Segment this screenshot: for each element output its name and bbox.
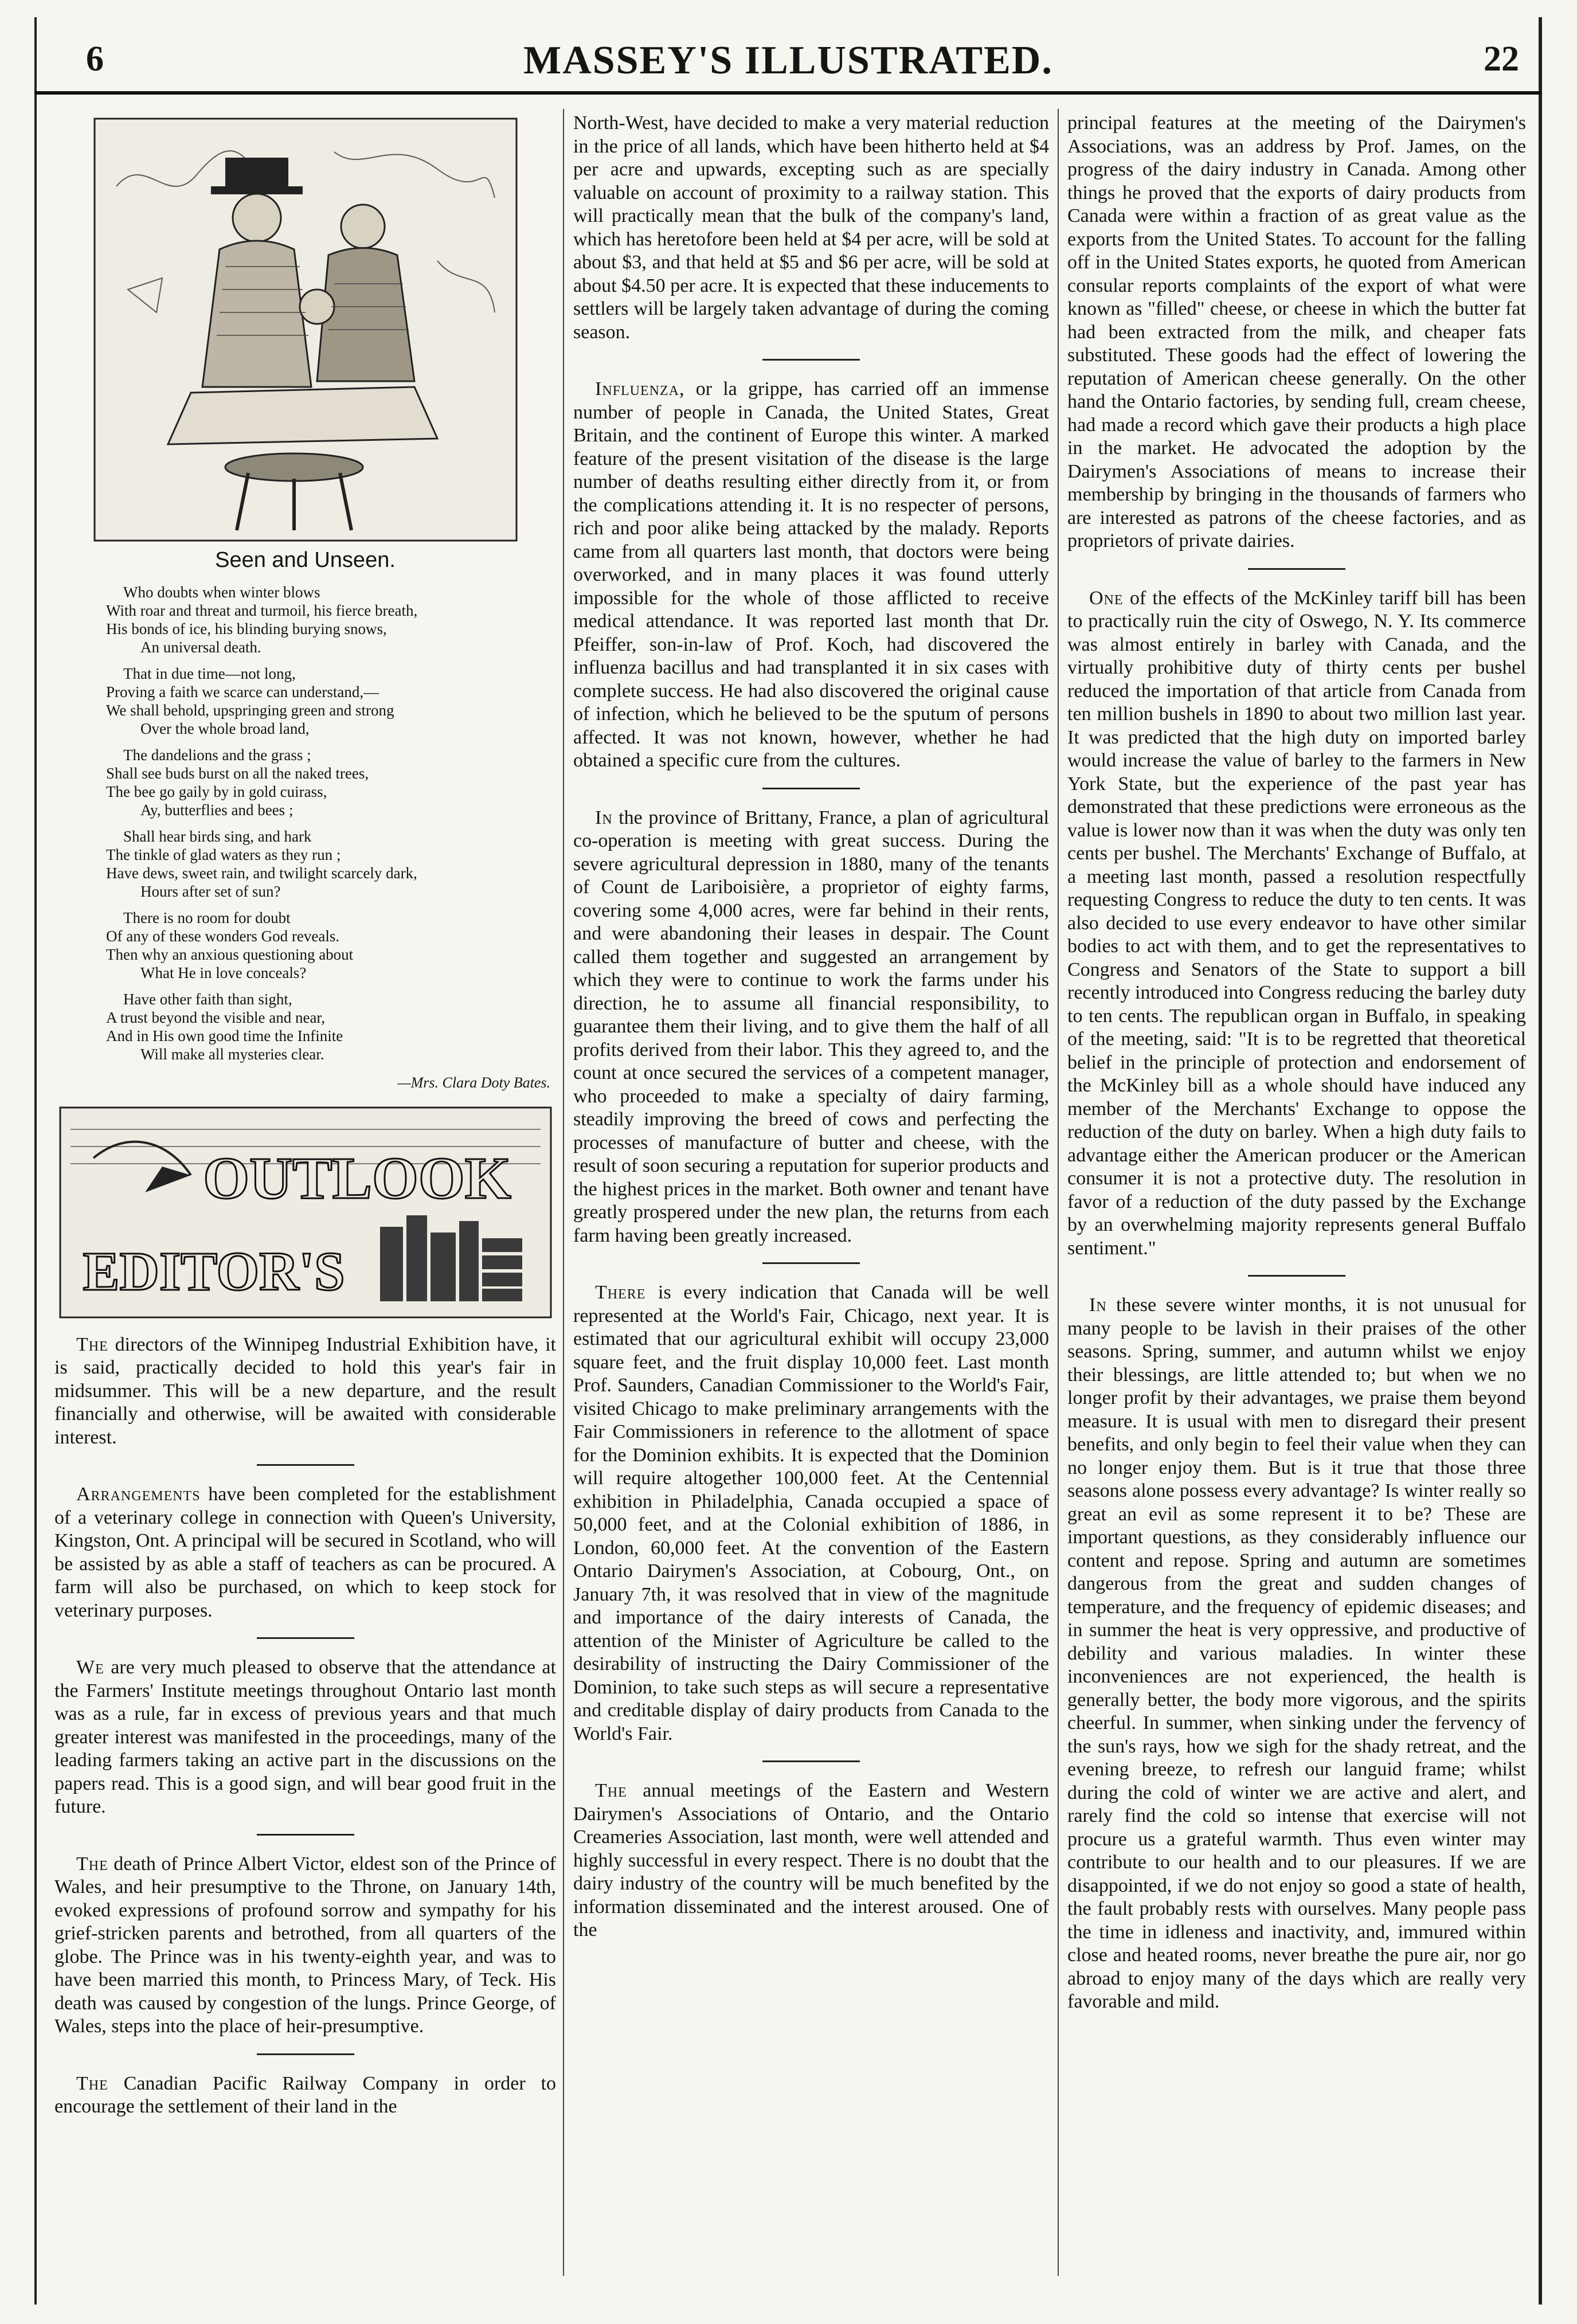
article-paragraph [1067, 1294, 1526, 2014]
poem-line: The dandelions and the grass ; [123, 746, 311, 764]
article-text: are very much pleased to observe that the attendance at the Farmers' Institute meetings throughout Ontario last month was as a rule, far in excess of previous years and that much greater interest was manifested in the proceedings, many of the leading farmers taking an active part in the discussions on the papers read. This is a good sign, and will bear good fruit in the future. [54, 1657, 556, 1817]
article-separator [257, 1464, 354, 1466]
article-text: the province of Brittany, France, a plan of agricultural co-operation is meeting with great success. During the severe agricultural depression in 1880, many of the tenants of Count de Lariboisière, a proprietor of eighty farms, covering some 4,000 acres, were far behind in their rents, and were abandoning their leases in despair. The Count called them together and suggested an arrangement by which they were to continue to work the farms under his direction, he to assume all financial responsibility, to guarantee them their living, and to give them the half of all profits derived from their labor. This they agreed to, and the count at once secured the services of a competent manager, who proceeded to make a specialty of dairy farming, steadily improving the breed of cows and perfecting the processes of manufacture of butter and cheese, with the result of soon securing a reputation for superior products and the highest prices in the market. Both owner and tenant have greatly prospered under the new plan, the returns from each farm having been greatly increased. [573, 807, 1049, 1246]
poem-line: Of any of these wonders God reveals. [106, 928, 340, 945]
article-separator [762, 1760, 860, 1762]
article-paragraph [573, 1281, 1049, 1746]
article-separator [1248, 1275, 1345, 1277]
article-paragraph [54, 1656, 556, 1819]
article-paragraph [573, 1779, 1049, 1942]
poem-line: Ay, butterflies and bees ; [140, 801, 294, 819]
poem-line: The bee go gaily by in gold cuirass, [106, 783, 327, 800]
article-lead-word: The [76, 1333, 108, 1355]
article-text: of the effects of the McKinley tariff bill has been to practically ruin the city of Oswego, N. Y. Its commerce was almost entirely in barley with Canada, and the virtually prohibitive duty of thirty cents per bushel reduced the importation of that article from Canada from ten million bushels in 1890 to about two million last year. It was predicted that the high duty on imported barley would increase the value of barley to the farmers in New York State, but the experience of the past year has demonstrated that these predictions were erroneous as the value is lower now than it was when the duty was only ten cents per bushel. The Merchants' Exchange of Buffalo, at a meeting last month, passed a resolution respectfully requesting Congress to reduce the duty to ten cents. It was also decided to use every endeavor to have other similar bodies to act with them, and to get the representatives to Congress and Senators of the State to support a bill recently introduced into Congress reducing the barley duty to ten cents. The republican organ in Buffalo, in speaking of the meeting, said: "It is to be regretted that theoretical belief in the principle of protection and endorsement of the McKinley bill as a whole should have induced any member of the Merchants' Exchange to oppose the reduction of the duty on barley. When a high duty fails to advantage either the American producer or the American consumer it is not a protective duty. The resolution in favor of a reduction of the duty passed by the Exchange by an overwhelming majority represents general Buffalo sentiment." [1067, 587, 1526, 1259]
poem-credit: —Mrs. Clara Doty Bates. [397, 1074, 550, 1091]
masthead [34, 23, 1542, 95]
poem-line: Who doubts when winter blows [123, 584, 320, 601]
column-2 [573, 112, 1049, 2290]
article-separator [762, 359, 860, 361]
poem-line: A trust beyond the visible and near, [106, 1009, 326, 1026]
poem-line: The tinkle of glad waters as they run ; [106, 846, 341, 863]
poem-line: That in due time—not long, [123, 665, 296, 682]
poem-stanza [54, 583, 556, 656]
article-lead-word: The [595, 1780, 627, 1801]
article-lead-word: The [76, 2072, 108, 2094]
article-text: or la grippe, has carried off an immense number of people in Canada, the United States, Great Britain, and the continent of Europe this winter. A marked feature of the present visitation of the disease is the large number of deaths resulting either directly from it, or from the complications attending it. It is no respecter of persons, rich and poor alike being attacked by the malady. Reports came from all quarters last month, that doctors were being overworked, and in many places it was found utterly impossible for the whole of those afflicted to receive medical attendance. It was reported last month that Dr. Pfeiffer, son-in-law of Prof. Koch, had discovered the influenza bacillus and had transplanted it in six cases with complete success. He had also discovered the original cause of infection, which he believed to be the sputum of persons affected. It was not known, however, whether he had obtained a specific cure from the cultures. [573, 378, 1049, 771]
article-text: death of Prince Albert Victor, eldest son of the Prince of Wales, and heir presumptive to the Throne, on January 14th, evoked expressions of profound sorrow and sympathy for his grief-stricken parents and betrothed, from all quarters of the globe. The Prince was in his twenty-eighth year, and was to have been married this month, to Princess Mary, of Teck. His death was caused by congestion of the lungs. Prince George, of Wales, steps into the place of heir-presumptive. [54, 1853, 556, 2037]
article-text: annual meetings of the Eastern and Western Dairymen's Associations of Ontario, and the Ontario Creameries Association, last month, were well attended and highly successful in every respect. There is no doubt that the dairy industry of the country will be much benefited by the information disseminated and the interest aroused. One of the [573, 1780, 1049, 1940]
article-paragraph [54, 1853, 556, 2039]
poem-line: Then why an anxious questioning about [106, 946, 354, 963]
poem [54, 583, 556, 1063]
poem-line: We shall behold, upspringing green and strong [106, 702, 394, 719]
poem-stanza [54, 909, 556, 982]
article-text: is every indication that Canada will be well represented at the World's Fair, Chicago, next year. It is estimated that our agricultural exhibit will occupy 23,000 square feet, and the fruit display 10,000 feet. Last month Prof. Saunders, Canadian Commissioner to the World's Fair, visited Chicago to make preliminary arrangements with the Fair Commissioners in reference to the allotment of space for the Dominion exhibits. It is expected that the Dominion will require altogether 100,000 feet. At the Centennial exhibition in Philadelphia, Canada occupied a space of 50,000 feet, and at the Colonial exhibition of 1886, in London, 60,000 feet. At the convention of the Eastern Ontario Dairymen's Association, at Cobourg, Ont., on January 7th, it was resolved that in view of the magnitude and importance of the dairy interests of Canada, the attention of the Minister of Agriculture be called to the desirability of instructing the Dairy Commissioner of the Dominion, to take such steps as will secure a representative and creditable display of dairy products from Canada to the World's Fair. [573, 1282, 1049, 1744]
poem-stanza [54, 827, 556, 901]
article-text: principal features at the meeting of the Dairymen's Associations, was an address by Prof. James, on the progress of the dairy industry in Canada. Among other things he proved that the exports of dairy products from Canada were within a fraction of as great value as the exports from the United States. To account for the falling off in the United States exports, he quoted from American consular reports complaints of the export of what were known as "filled" cheese, or cheese in which the butter fat had been extracted from the milk, and cheaper fats substituted. These goods had the effect of lowering the reputation of American cheese generally. On the other hand the Ontario factories, by sending full, cream cheese, had made a record which gave their products a high place in the market. He advocated the adoption by the Dairymen's Associations of means to increase their membership by bringing in the thousands of farmers who are interested as patrons of the cheese factories, and as proprietors of private dairies. [1067, 112, 1526, 551]
poem-line: Will make all mysteries clear. [140, 1046, 324, 1063]
article-paragraph [573, 112, 1049, 344]
article-text: these severe winter months, it is not unusual for many people to be lavish in their praises of the other seasons. Spring, summer, and autumn whilst we enjoy their blessings, are little attended to; but when we no longer profit by their advantages, we praise them beyond measure. It is usual with men to disregard their present benefits, and only begin to feel their value when they can no longer enjoy them. But is it true that those three seasons alone possess every advantage? Is winter really so great an evil as some represent it to be? These are important questions, as they considerably influence our content and repose. Spring and autumn are sometimes dangerous from the great and sudden changes of temperature, and the frequency of epidemic diseases; and in summer the heat is very oppressive, and productive of debility and various maladies. In winter these inconveniences are not experienced, the health is generally better, the body more vigorous, and the spirits cheerful. In summer, when sinking under the fervency of the sun's rays, how we sigh for the shady retreat, and the evening breeze, to refresh our languid frame; whilst during the cold of winter we are active and alert, and rarely find the cold so intense that exercise will not procure us a grateful warmth. Thus even winter may contribute to our health and to our pleasures. If we are disappointed, if we do not enjoy so good a state of health, the fault probably rests with ourselves. Many people pass the time in idleness and inactivity, and, immured within close and heated rooms, never breathe the pure air, nor go abroad to enjoy many of the days which are really very favorable and mild. [1067, 1294, 1526, 2012]
poem-stanza [54, 664, 556, 738]
article-separator [257, 1637, 354, 1639]
editors-outlook-banner [59, 1106, 552, 1319]
banner-title-top: OUTLOOK [202, 1145, 511, 1211]
poem-line: What He in love conceals? [140, 964, 307, 981]
column-rule [563, 109, 564, 2276]
page-number-right: 22 [1484, 40, 1519, 79]
poem-line: With roar and threat and turmoil, his fierce breath, [106, 602, 418, 619]
column-3-articles [1067, 112, 1526, 2014]
article-lead-word: In [595, 807, 613, 828]
article-paragraph [1067, 112, 1526, 553]
article-paragraph [54, 1483, 556, 1622]
article-paragraph [1067, 587, 1526, 1261]
article-lead-word: Influenza, [595, 378, 685, 400]
column-rule [1058, 109, 1059, 2276]
article-separator [762, 788, 860, 789]
poem-line: Shall see buds burst on all the naked trees, [106, 765, 369, 782]
article-lead-word: Arrangements [76, 1484, 201, 1505]
article-separator [257, 1834, 354, 1836]
column-2-articles [573, 112, 1049, 1942]
column-3 [1067, 112, 1526, 2290]
poem-line: Shall hear birds sing, and hark [123, 828, 312, 845]
page-number-left: 6 [86, 40, 104, 79]
poem-line: His bonds of ice, his blinding burying snows, [106, 620, 387, 637]
illustration-caption: Seen and Unseen. [215, 548, 396, 572]
poem-line: Over the whole broad land, [140, 720, 310, 737]
article-paragraph [573, 378, 1049, 773]
engraving-illustration [93, 118, 518, 542]
article-text: Canadian Pacific Railway Company in order to encourage the settlement of their land in the [54, 2072, 556, 2117]
article-separator [257, 2053, 354, 2055]
poem-line: There is no room for doubt [123, 909, 291, 926]
article-lead-word: One [1089, 587, 1124, 609]
article-lead-word: In [1089, 1294, 1107, 1316]
poem-line: Proving a faith we scarce can understand,— [106, 683, 379, 701]
article-separator [1248, 568, 1345, 570]
article-paragraph [54, 1333, 556, 1450]
poem-line: An universal death. [140, 639, 261, 656]
publication-title: MASSEY'S ILLUSTRATED. [523, 38, 1053, 83]
column-1 [54, 112, 556, 2290]
poem-stanza [54, 746, 556, 819]
article-text: North-West, have decided to make a very material reduction in the price of all lands, which have been hitherto held at $4 per acre and upwards, excepting such as are specially valuable on account of proximity to a railway station. This will practically mean that the bulk of the company's land, which has heretofore been held at $4 per acre, will be sold at about $3, and that held at $5 and $6 per acre, will be sold at about $4.50 per acre. It is expected that these inducements to settlers will be largely taken advantage of during the coming season. [573, 112, 1049, 343]
article-separator [762, 1262, 860, 1264]
poem-line: Have other faith than sight, [123, 991, 292, 1008]
poem-line: Have dews, sweet rain, and twilight scarcely dark, [106, 864, 417, 882]
poem-line: And in His own good time the Infinite [106, 1027, 343, 1044]
article-paragraph [54, 2072, 556, 2119]
poem-stanza [54, 990, 556, 1063]
column-1-articles [54, 1333, 556, 2119]
banner-title-bottom: EDITOR'S [82, 1240, 345, 1302]
article-lead-word: There [595, 1282, 646, 1303]
article-paragraph [573, 807, 1049, 1248]
poem-line: Hours after set of sun? [140, 883, 281, 900]
article-lead-word: We [76, 1657, 104, 1678]
article-text: have been completed for the establishment of a veterinary college in connection with Queen's University, Kingston, Ont. A principal will be secured in Scotland, who will be assisted by as able a staff of teachers as can be procured. A farm will also be purchased, on which to keep stock for veterinary purposes. [54, 1484, 556, 1621]
article-lead-word: The [76, 1853, 108, 1875]
article-text: directors of the Winnipeg Industrial Exhibition have, it is said, practically decided to hold this year's fair in midsummer. This will be a new departure, and the result financially and otherwise, will be awaited with considerable interest. [54, 1333, 556, 1448]
